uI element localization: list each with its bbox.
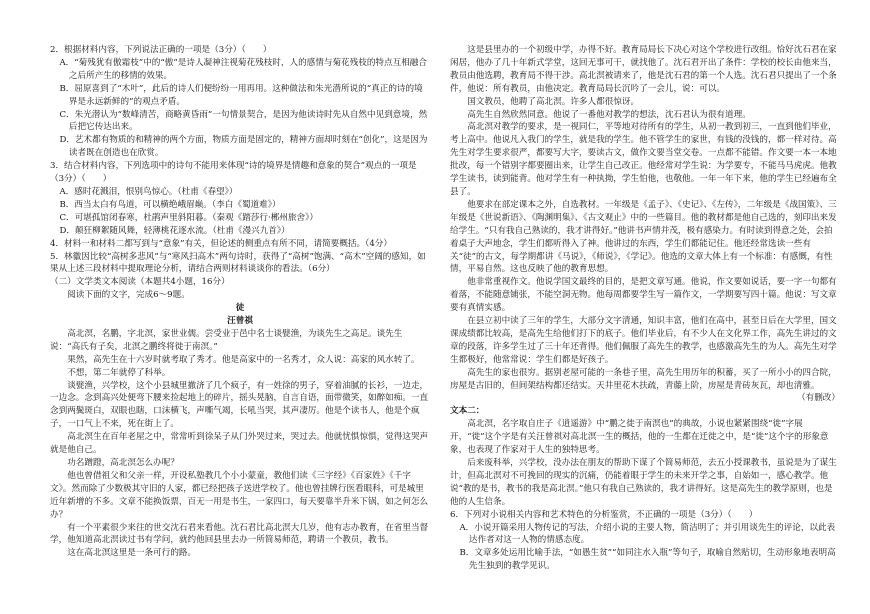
right-paragraph: 他要求在部定课本之外，自选教材。一年级是《孟子》、《史记》、《左传》，二年级是《战国策》、三年级是《世说新语》、《陶渊明集》、《古文观止》中的一些篇目。他的教材都是他自己选的，刻印出来发给学生。“只有我自己熟读的，我才讲得好。”他讲书声情并茂，极有感染力。有时读到得意之处，会拍着桌子大声地念，学生们都听得入了神。他讲过的东西，学生们都能记住。他还经常选读一些有关“徒”的古文，每学期都讲《马说》，《师说》，《学记》。他选的文章大体上有一个标准：有感慨，有性情，平易自然。这也反映了他的教育思想。: [450, 199, 837, 275]
left-paragraph: 高北溟，名鹏，字北溟，家世业儒。尝受业于邑中名士谈甓渔，为谈先生之高足。谈先生说：“高氏有子矣，北溟之鹏终将徙于南溟。”: [50, 328, 403, 352]
right-paragraph: A．小说开篇采用人物传记的写法，介绍小说的主要人物，简洁明了；并引用谈先生的评论，以此表达作者对这一人物的情感态度。: [459, 522, 836, 546]
right-paragraph: 高先生自然欣然同意。他说了一番他对教学的想法，沈石君认为很有道理。: [467, 109, 751, 120]
left-paragraph: D．颠狂柳絮随风舞，轻薄桃花逐水流。（杜甫《漫兴九首》）: [59, 225, 290, 236]
left-paragraph: 4．材料一和材料二都写到与“意象”有关，但论述的侧重点有所不同，请简要概括。（4分）: [50, 238, 392, 249]
left-column: [50, 44, 430, 560]
left-paragraph: 这在高北溟这里是一条可行的路。: [67, 548, 197, 559]
right-paragraph: 文本二：: [450, 406, 485, 417]
right-paragraph: 这是县里办的一个初级中学，办得不好。教育局局长下决心对这个学校进行改组。恰好沈石君在家闲居，他办了几十年新式学堂，这回无事可干，就找他了。沈石君开出了条件：学校的校长由他来当，教员由他选聘，教育局不得干涉。高北溟被请来了，他是沈石君的第一个人选。沈石君只提出了一个条件，他说：所有教员，由他决定。教育局局长沉吟了一会儿，说：可以。: [450, 45, 837, 94]
right-paragraph: 高北溟对教学的要求，是一视同仁，平等地对待所有的学生，从初一教到初三，一直到他们毕业，考上高中。他说凡入我门的学生，就是我的学生。他不管学生的家世，有钱的没钱的，都一样对待。高先生对学生要求很严，都要写大字，要读古文，做作文要当堂交卷。一点都不能错。作文要一本一本地批改，每一个错别字都要圈出来，让学生自己改正。他经常对学生说：为学要专，不能马马虎虎。他教学生读书，读到能背。他对学生有一种执拗，学生怕他，也敬他。一年一年下来，他的学生已经遍布全县了。: [450, 122, 837, 197]
right-paragraph: 国文教员，他聘了高北溟。许多人都很惊讶。: [467, 96, 640, 107]
left-paragraph: 他也曾借祖父和父亲一样，开设私塾教几个小小蒙童，教他们读《三字经》《百家姓》《千字文》。然而除了少数极其守旧的人家，都已经把孩子送进学校了。他也曾挂牌行医看眼科，可是城里近年新增的不多。文章不能换饭票，百无一用是书生，一家四口，每天要靠半升米下锅，如之何怎么办？: [50, 470, 429, 520]
right-paragraph: B．文章多处运用比喻手法，“如愚生贫”“如同注水入瓶”等句子，取喻自然贴切，生动形象地表明高先生独到的教学见识。: [459, 548, 836, 572]
right-paragraph: 高北溟，名字取自庄子《逍遥游》中“鹏之徙于南溟也”的典故，小说也紧紧围绕“徙”字展开，“徙”这个字是有关汪曾祺对高北溟一生的概括，他的一生都在迁徙之中，是“徙”这个字的形象意象，也表现了作家对于人生的独特思考。: [450, 419, 829, 456]
left-paragraph: B．西当太白有鸟道，可以横绝峨眉巅。（李白《蜀道难》）: [59, 199, 281, 210]
right-paragraph: 他非常重视作文。他说学国文最终的目的，是把文章写通。他说，作文要如说话，要一字一句都有着落，不能随意铺张，不能空洞无物。他每周都要学生写一篇作文，一学期要写四十篇。他说：写文章要有真情实感。: [450, 277, 837, 314]
right-paragraph: （有删改）: [797, 393, 840, 404]
left-paragraph: A．感时花溅泪，恨别鸟惊心。（杜甫《春望》）: [59, 186, 238, 197]
left-paragraph: 有一个平素很少来往的世交沈石君来看他。沈石君比高北溟大几岁，他有志办教育，在省里当督学，他知道高北溟读过书有学问，就约他回县里去办一所简易师范，聘请一个教员，教书。: [50, 522, 429, 546]
left-paragraph: 汪曾祺: [227, 316, 253, 327]
left-paragraph: 不想，第二年就停了科举。: [67, 367, 171, 378]
left-paragraph: 谈甓渔，兴学校，这个小县城里撤济了几个疯子，有一姓徐的男子，穿着油腻的长衫，一边走，一边念。念到高兴处便弯下腰来捡起地上的碎片，摇头晃脑，自言自语，面带微笑，如醉如痴。一直念到两鬓斑白，双眼也瞎，口沫横飞，声嘶气竭，长吼当哭，其声凄厉。他是个读书人，他是个疯子，一口气上不来，死在街上了。: [50, 380, 429, 430]
left-paragraph: B．屈原喜到了“木叶”，此后的诗人们便纷纷一用再用。这种做法和朱光潜所说的“真正的诗的境界是永远新鲜的”的观点矛盾。: [59, 83, 423, 107]
left-paragraph: C．可堪孤馆闭春寒，杜鹃声里斜阳暮。（秦观《踏莎行·郴州旅舍》）: [59, 212, 318, 223]
right-paragraph: 在县立初中读了三年的学生，大部分文字清通，知识丰富，他们在高中，甚至日后在大学里，国文课成绩都比较高，是高先生给他们打下的底子。他们毕业后，有不少人在文化界工作，高先生讲过的文章的段落，许多学生过了三十年还背得。他们佩服了高先生的教学，也感激高先生的为人。高先生对学生都极好，他常常说：学生们都是好孩子。: [450, 316, 837, 365]
left-paragraph: C．朱光潜认为“数峰清苦，商略黄昏雨”一句情景契合，是因为他读诗时先从自然中见到意境，然后把它传达出来。: [59, 109, 428, 133]
left-paragraph: 阅读下面的文字，完成6～9题。: [67, 290, 190, 301]
right-column: [450, 44, 840, 573]
left-paragraph: 3．结合材料内容，下列选项中的诗句不能用来体现“诗的境界是情趣和意象的契合”观点的一项是（3分）（ ）: [50, 161, 417, 185]
left-paragraph: A．“菊残犹有傲霜枝”中的“傲”是诗人凝神注视菊花残枝时，人的感情与菊花残枝的特点互相融合之后所产生的移情的效果。: [59, 57, 427, 81]
right-paragraph: 后来废科举，兴学校，没办法在朋友的帮助下谋了个简易师范，去五小授课教书，虽说是为了谋生计，但高北溟对不可挽回的现实的沉痛，仍能着眼于学生的未来开学之事，自始如一，感心教学。他说“教的是书，教书的我是高北溟。”他只有我自己熟读的，我才讲得好。这是高先生的教学原则，也是他的人生信条。: [450, 458, 837, 507]
left-paragraph: 功名蹭蹬，高北溟怎么办呢？: [67, 458, 179, 468]
left-paragraph: （二）文学类文本阅读（本题共4小题，16分）: [50, 277, 230, 288]
left-paragraph: 果然，高先生在十六岁时就考取了秀才。他是高家中的一名秀才，众人说：高家的风水转了。: [67, 354, 420, 365]
right-paragraph: 6．下列对小说相关内容和艺术特色的分析鉴赏，不正确的一项是（3分）（ ）: [450, 509, 758, 520]
left-paragraph: 徒: [235, 303, 245, 314]
left-paragraph: D．艺术都有物质的和精神的两个方面，物质方面是固定的，精神方面却时刻在“创化”，这是因为读者既在创造也在欣赏。: [59, 135, 428, 159]
left-paragraph: 高北溟生在百年老屋之中，常常听到徐呆子从门外哭过来，哭过去。他就忧惧惊惧，觉得这哭声就是他自己。: [50, 432, 429, 456]
left-paragraph: 2．根据材料内容，下列说法正确的一项是（3分）（ ）: [50, 45, 272, 55]
left-paragraph: 5．林徽因比较“高树多悲风”与“寒风扫高木”两句诗时，获得了“高树”饱满、“高木”空阔的感知，如果从上述三段材料中提取理论分析，请结合两则材料谈谈你的看法。（6分）: [50, 251, 426, 275]
right-paragraph: 高先生的家也很穷。据别老屋可能的一条巷子里，高先生用历年的积蓄，买了一所小小的四合院，房屋是古旧的，但间架结构都还结实。天井里花木扶疏，青藤上阶，房屋是青砖灰瓦，却也清雅。: [450, 367, 837, 391]
